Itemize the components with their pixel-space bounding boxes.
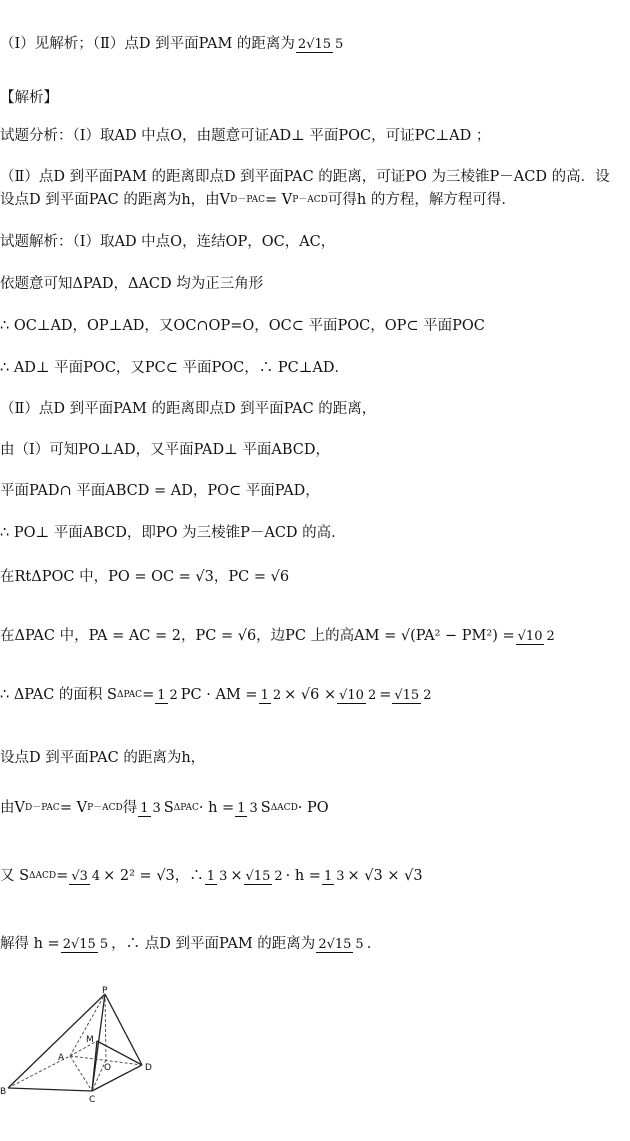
fraction-denominator: 5 xyxy=(99,936,109,952)
subscript: ΔPAC xyxy=(173,803,199,813)
text-line xyxy=(0,867,423,885)
edge-CD xyxy=(92,1065,142,1091)
text-line xyxy=(0,482,320,500)
text-line xyxy=(0,749,205,767)
text-segment: 依题意可知ΔPAD，ΔACD 均为正三角形 xyxy=(0,276,264,292)
text-line xyxy=(0,191,516,209)
edge-PO xyxy=(105,994,106,1060)
text-segment: ∴ PO⊥ 平面ABCD，即PO 为三棱锥P－ACD 的高． xyxy=(0,525,346,541)
text-line xyxy=(0,89,58,107)
text-line xyxy=(0,35,346,53)
fraction-numerator: 2√15 xyxy=(62,936,96,952)
fraction xyxy=(259,688,284,703)
text-line xyxy=(0,168,610,186)
text-segment: 解得 h = xyxy=(0,936,60,952)
fraction-denominator: 2 xyxy=(272,687,282,703)
text-line xyxy=(0,275,263,293)
fraction-denominator: 2 xyxy=(274,868,283,884)
fraction-denominator: 5 xyxy=(355,936,364,952)
label-P: P xyxy=(102,986,108,996)
text-segment: × √3 × √3 xyxy=(347,868,423,884)
label-D: D xyxy=(145,1063,152,1073)
subscript: ΔPAC xyxy=(116,690,143,700)
text-line xyxy=(0,317,485,335)
fraction-denominator: 3 xyxy=(219,868,228,884)
text-line xyxy=(0,627,558,645)
text-segment: 由（Ⅰ）可知PO⊥AD，又平面PAD⊥ 平面ABCD， xyxy=(0,442,330,458)
text-segment: S xyxy=(260,800,271,816)
fraction xyxy=(235,801,260,816)
text-segment: （Ⅱ）点D 到平面PAM 的距离即点D 到平面PAC 的距离，可证PO 为三棱锥P－ACD 的高．设 xyxy=(0,169,610,185)
text-line xyxy=(0,233,335,251)
fraction-denominator: 3 xyxy=(152,800,161,816)
text-segment: （Ⅱ）点D 到平面PAM 的距离即点D 到平面PAC 的距离， xyxy=(0,401,377,417)
subscript: D－PAC xyxy=(230,195,265,205)
fraction-numerator: 1 xyxy=(140,800,149,816)
fraction xyxy=(322,869,347,884)
fraction xyxy=(155,688,180,703)
text-segment: 在ΔPAC 中，PA = AC = 2，PC = √6，边PC 上的高AM = √(PA² − PM²) = xyxy=(0,628,515,644)
text-segment: 又 S xyxy=(0,868,30,884)
fraction-numerator: 2√15 xyxy=(297,36,332,52)
fraction-denominator: 2 xyxy=(423,687,432,703)
fraction-numerator: √15 xyxy=(245,868,271,884)
text-line xyxy=(0,400,376,418)
fraction xyxy=(516,629,557,644)
text-segment: PC · AM = xyxy=(180,687,258,703)
fraction-denominator: 5 xyxy=(335,36,344,52)
fraction-numerator: √15 xyxy=(394,687,420,703)
text-segment: ∴ AD⊥ 平面POC，又PC⊂ 平面POC，∴ PC⊥AD． xyxy=(0,360,349,376)
fraction-numerator: 1 xyxy=(237,800,246,816)
text-segment: 得 xyxy=(122,800,138,816)
label-B: B xyxy=(0,1087,7,1097)
subscript: ΔACD xyxy=(270,803,298,813)
subscript: P－ACD xyxy=(292,195,328,205)
fraction-numerator: √10 xyxy=(517,628,543,644)
label-O: O xyxy=(104,1063,112,1073)
fraction-denominator: 3 xyxy=(249,800,258,816)
text-segment: ∴ OC⊥AD，OP⊥AD，又OC∩OP=O，OC⊂ 平面POC，OP⊂ 平面POC xyxy=(0,318,485,334)
text-segment: · h = xyxy=(198,800,235,816)
text-segment: 设点D 到平面PAC 的距离为h，由V xyxy=(0,192,231,208)
text-segment: = V xyxy=(265,192,293,208)
fraction-numerator: √10 xyxy=(339,687,364,703)
text-line xyxy=(0,359,349,377)
text-segment: · PO xyxy=(297,800,329,816)
subscript: P－ACD xyxy=(87,803,123,813)
text-segment: 试题解析：（Ⅰ）取AD 中点O，连结OP，OC，AC， xyxy=(0,234,336,250)
text-segment: ． xyxy=(366,936,382,952)
text-segment: S xyxy=(163,800,174,816)
fraction-denominator: 4 xyxy=(91,868,101,884)
edge-AC xyxy=(70,1056,92,1091)
text-segment: （Ⅰ）见解析；（Ⅱ）点D 到平面PAM 的距离为 xyxy=(0,36,295,52)
subscript: ΔACD xyxy=(29,871,57,881)
text-segment: × 2² = √3，∴ xyxy=(103,868,204,884)
subscript: D－PAC xyxy=(24,803,60,813)
fraction xyxy=(205,869,230,884)
text-segment: 设点D 到平面PAC 的距离为h， xyxy=(0,750,206,766)
text-segment: ∴ ΔPAC 的面积 S xyxy=(0,687,117,703)
text-segment: × √6 × xyxy=(284,687,337,703)
fraction-numerator: 1 xyxy=(157,687,166,703)
fraction xyxy=(392,688,433,703)
label-C: C xyxy=(89,1095,96,1104)
text-segment: 可得h 的方程，解方程可得． xyxy=(327,192,516,208)
text-segment: 由V xyxy=(0,800,25,816)
text-line xyxy=(0,799,329,817)
label-M: M xyxy=(86,1035,94,1045)
label-A: A xyxy=(58,1053,65,1063)
fraction xyxy=(337,688,378,703)
edge-BC xyxy=(8,1088,92,1091)
text-segment: × xyxy=(230,868,243,884)
text-segment: = V xyxy=(59,800,88,816)
text-line xyxy=(0,686,434,704)
fraction xyxy=(138,801,163,816)
fraction-denominator: 2 xyxy=(546,628,555,644)
text-segment: 在RtΔPOC 中，PO = OC = √3，PC = √6 xyxy=(0,569,290,585)
fraction-numerator: 1 xyxy=(260,687,269,703)
text-segment: = xyxy=(379,687,392,703)
fraction xyxy=(316,937,365,952)
text-line xyxy=(0,441,330,459)
fraction-denominator: 3 xyxy=(336,868,345,884)
fraction-numerator: √3 xyxy=(71,868,88,884)
text-segment: = xyxy=(142,687,155,703)
text-line xyxy=(0,524,346,542)
text-segment: ，∴ 点D 到平面PAM 的距离为 xyxy=(111,936,316,952)
edge-MC xyxy=(92,1041,97,1091)
text-line xyxy=(0,935,381,953)
text-segment: 试题分析：（Ⅰ）取AD 中点O，由题意可证AD⊥ 平面POC，可证PC⊥AD ； xyxy=(0,128,491,144)
fraction xyxy=(296,37,345,52)
text-line xyxy=(0,127,490,145)
text-segment: = xyxy=(56,868,69,884)
fraction-numerator: 1 xyxy=(206,868,216,884)
pyramid-figure xyxy=(0,984,170,1104)
fraction xyxy=(61,937,110,952)
fraction xyxy=(69,869,102,884)
fraction xyxy=(244,869,285,884)
text-segment: 【解析】 xyxy=(0,90,58,106)
text-segment: 平面PAD∩ 平面ABCD = AD，PO⊂ 平面PAD， xyxy=(0,483,320,499)
text-line xyxy=(0,568,289,586)
fraction-numerator: 2√15 xyxy=(318,936,352,952)
fraction-denominator: 2 xyxy=(169,687,178,703)
edge-PD xyxy=(105,994,142,1065)
fraction-numerator: 1 xyxy=(323,868,333,884)
text-segment: · h = xyxy=(285,868,321,884)
edge-AP xyxy=(70,994,105,1056)
fraction-denominator: 2 xyxy=(367,687,377,703)
